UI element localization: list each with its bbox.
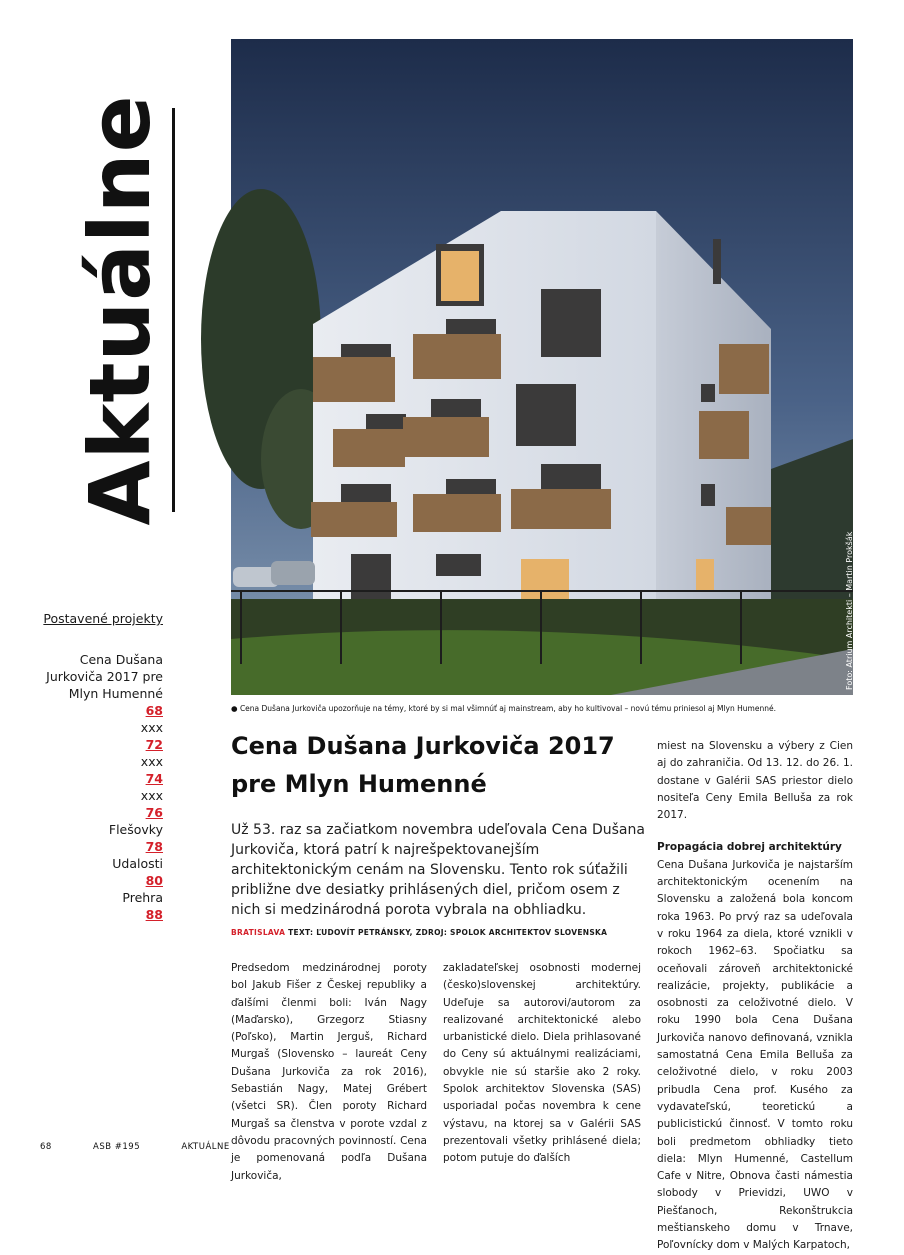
column-3-text: Cena Dušana Jurkoviča je najstarším architektonickým ocenením na Slovensku a založená bola koncom roka 1963. Po prvý raz sa udeľovala v roku 1964 za diela, ktoré vznikli v rokoch 1962–63. Spočiatku sa oceňovali zároveň architektonické realizácie, projekty, publikácie a osobnosti za celoživotné dielo. V roku 1990 bola Cena Dušana Jurkoviča nanovo definovaná, vznikla samostatná Cena Emila Belluša za celoživotné dielo, v roku 2003 pribudla Cena prof. Kusého za vydavateľskú, teoretickú a publicistickú činnosť. V tomto roku boli predmetom obhliadky tieto diela: Mlyn Humenné, Castellum Cafe v Nitre, Obnova časti námestia slobody v Prievidzi, UWO v Piešťanoch, Rekonštrukcia meštianskeho domu v Trnave, Poľovnícky dom v Malých Karpatoch, bbox=[657, 858, 853, 1252]
toc-section-label[interactable]: Postavené projekty bbox=[43, 611, 163, 626]
section-title-rule bbox=[172, 108, 175, 512]
hero-photo bbox=[231, 39, 853, 695]
toc-entry-label: Cena Dušana Jurkoviča 2017 pre Mlyn Humenné bbox=[46, 652, 163, 701]
photo-credit: Foto: Atrium Architekti – Martin Prokšák bbox=[845, 531, 854, 690]
toc-entry-label: Flešovky bbox=[108, 822, 163, 837]
byline-place: BRATISLAVA bbox=[231, 928, 286, 937]
column-3-subhead: Propagácia dobrej architektúry bbox=[657, 841, 842, 854]
article-lead: Už 53. raz sa začiatkom novembra udeľovala Cena Dušana Jurkoviča, ktorá patrí k najrešpektovanejším architektonickým cenám na Slovensku. Tento rok súťažili približne dve desiatky prihlásených diel, pričom osem z nich si medzinárodná porota vybrala na obhliadku. bbox=[231, 822, 645, 918]
body-column-3 bbox=[657, 738, 853, 1255]
body-column-2: zakladateľskej osobnosti modernej (česko)slovenskej architektúry. Udeľuje sa autorovi/autorom za realizované architektonické alebo urbanistické dielo. Diela prihlasované do Ceny sú aktuálnymi realizáciami, obvykle nie sú staršie ako 2 roky. Spolok architektov Slovenska (SAS) usporiadal počas novembra k cene výstavu, na ktorej sa v Galérii SAS prezentovali všetky prihlásené diela; potom putuje do ďalších bbox=[443, 962, 641, 1165]
toc-page-link[interactable]: 74 bbox=[145, 771, 163, 786]
toc-entry-label: Udalosti bbox=[112, 856, 163, 871]
byline-credits: TEXT: ĽUDOVÍT PETRÁNSKY, ZDROJ: SPOLOK ARCHITEKTOV SLOVENSKA bbox=[288, 928, 608, 937]
building-illustration bbox=[231, 39, 853, 695]
body-column-1: Predsedom medzinárodnej poroty bol Jakub Fišer z Českej republiky a ďalšími členmi boli: Iván Nagy (Maďarsko), Grzegorz Stiasny (Poľsko), Martin Jerguš, Richard Murgaš (Slovensko – laureát Ceny Dušana Jurkoviča za rok 2016), Sebastián Nagy, Matej Grébert (všetci SR). Člen poroty Richard Murgaš sa členstva v porote vzdal z dôvodu pracovných povinností. Cena je pomenovaná podľa Dušana Jurkoviča, bbox=[231, 962, 427, 1182]
toc-page-link[interactable]: 68 bbox=[145, 703, 163, 718]
footer-page-number: 68 bbox=[40, 1142, 52, 1152]
column-3-intro: miest na Slovensku a výbery z Cien aj do zahraničia. Od 13. 12. do 26. 1. dostane v Galérii SAS priestor dielo nositeľa Ceny Emila Belluša za rok 2017. bbox=[657, 740, 853, 822]
toc-page-link[interactable]: 88 bbox=[145, 907, 163, 922]
toc-page-link[interactable]: 78 bbox=[145, 839, 163, 854]
article-byline bbox=[231, 928, 651, 937]
table-of-contents bbox=[40, 610, 163, 923]
page-footer bbox=[40, 1142, 268, 1152]
footer-section: AKTUÁLNE bbox=[181, 1142, 230, 1152]
section-title-text: Aktuálne bbox=[71, 94, 169, 526]
article-headline: Cena Dušana Jurkoviča 2017 pre Mlyn Humenné bbox=[231, 732, 615, 798]
toc-page-link[interactable]: 80 bbox=[145, 873, 163, 888]
toc-page-link[interactable]: 72 bbox=[145, 737, 163, 752]
toc-entry-label: xxx bbox=[140, 720, 163, 735]
toc-entry-label: xxx bbox=[140, 788, 163, 803]
footer-issue: ASB #195 bbox=[93, 1142, 141, 1152]
toc-entry-label: xxx bbox=[140, 754, 163, 769]
section-title-vertical bbox=[60, 94, 180, 526]
toc-entry-label: Prehra bbox=[122, 890, 163, 905]
caption-text: Cena Dušana Jurkoviča upozorňuje na témy, ktoré by si mal všimnúť aj mainstream, aby ho kultivoval – novú tému priniesol aj Mlyn Humenné. bbox=[239, 704, 776, 713]
toc-page-link[interactable]: 76 bbox=[145, 805, 163, 820]
caption-marker-icon: ● bbox=[231, 704, 238, 713]
photo-caption bbox=[231, 704, 851, 713]
